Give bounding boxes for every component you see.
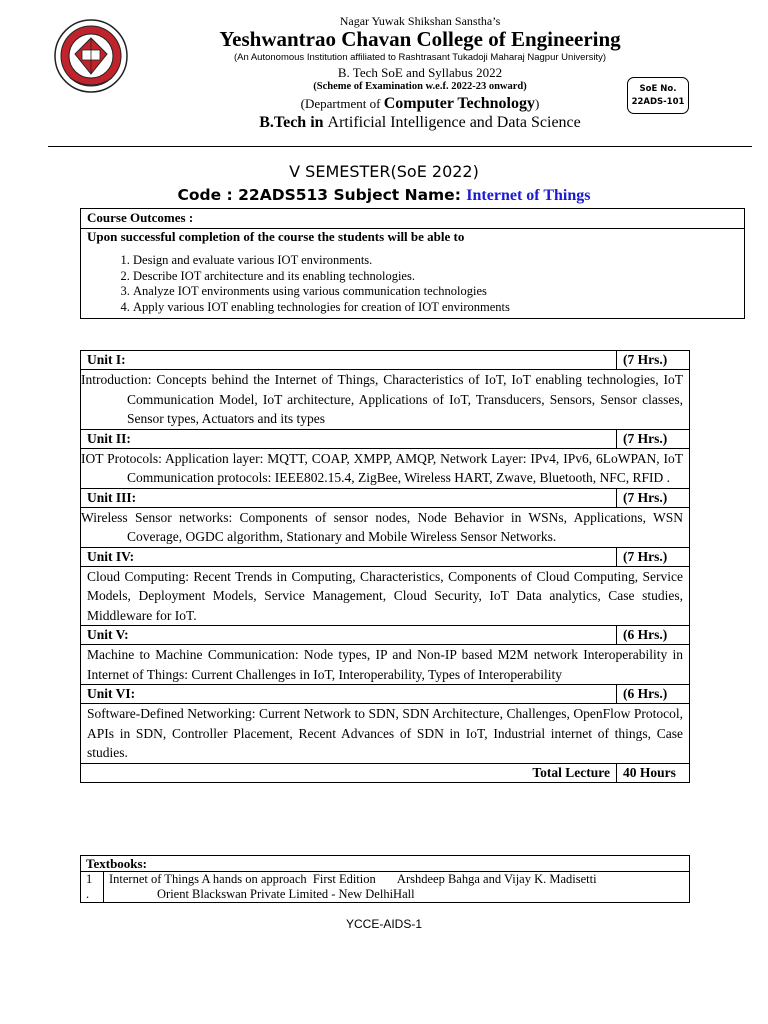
textbook-number-suffix: .: [86, 887, 90, 901]
unit-title: Unit IV:: [81, 547, 617, 566]
unit-hours: (7 Hrs.): [617, 351, 690, 370]
unit-title: Unit III:: [81, 488, 617, 507]
outcome-item: 3. Analyze IOT environments using various communication technologies: [133, 284, 744, 300]
autonomous-note: (An Autonomous Institution affiliated to Rashtrasant Tukadoji Maharaj Nagpur University): [233, 52, 607, 63]
program-prefix: B.Tech in: [259, 114, 328, 131]
unit-hours: (6 Hrs.): [617, 685, 690, 704]
unit-content-row: [81, 566, 690, 626]
unit-header-row: [81, 488, 690, 507]
unit-content: Wireless Sensor networks: Components of sensor nodes, Node Behavior in WSNs, Applications, WSN Coverage, OGDC algorithm, Stationary and Mobile Wireless Sensor Networks.: [81, 507, 690, 547]
header-divider: [48, 146, 752, 147]
unit-header-row: [81, 685, 690, 704]
subject-code-line: [0, 186, 768, 205]
unit-header-row: [81, 547, 690, 566]
units-table: [80, 350, 690, 783]
subject-name: Internet of Things: [466, 187, 591, 204]
department-suffix: ): [534, 96, 540, 111]
unit-header-row: [81, 351, 690, 370]
soe-label: SoE No.: [639, 84, 677, 94]
unit-content-row: [81, 507, 690, 547]
total-lecture-label: Total Lecture: [81, 763, 617, 782]
textbooks-title: Textbooks:: [81, 856, 690, 872]
textbooks-header-row: [81, 856, 690, 872]
unit-content: Software-Defined Networking: Current Network to SDN, SDN Architecture, Challenges, OpenFlow Protocol, APIs in SDN, Controller Placement, Recent Advances of SDN in IoT, Industrial internet of things, Case studies.: [81, 704, 690, 764]
textbook-entry: [104, 872, 690, 903]
unit-header-row: [81, 626, 690, 645]
unit-content: IOT Protocols: Application layer: MQTT, COAP, XMPP, AMQP, Network Layer: IPv4, IPv6, 6LoWPAN, IoT Communication protocols: IEEE802.15.4, ZigBee, Wireless HART, Zwave, Bluetooth, NFC, RFID .: [81, 448, 690, 488]
unit-hours: (7 Hrs.): [617, 429, 690, 448]
department-line: [150, 95, 690, 113]
unit-content-row: [81, 645, 690, 685]
textbook-number: [81, 872, 104, 903]
sanstha-name: Nagar Yuwak Shikshan Sanstha’s: [339, 14, 501, 28]
unit-content-row: [81, 370, 690, 430]
unit-content: Cloud Computing: Recent Trends in Computing, Characteristics, Components of Cloud Computing, Service Models, Deployment Models, Service Management, Cloud Security, IoT Data analytics, Case studies, Middleware for IoT.: [81, 566, 690, 626]
unit-hours: (6 Hrs.): [617, 626, 690, 645]
course-outcomes-list: [81, 253, 744, 315]
soe-number-badge: [627, 77, 689, 114]
semester-title: V SEMESTER(SoE 2022): [289, 162, 479, 181]
textbook-number-digit: 1: [86, 872, 93, 886]
unit-content-row: [81, 704, 690, 764]
unit-content-row: [81, 448, 690, 488]
unit-title: Unit V:: [81, 626, 617, 645]
unit-content: Machine to Machine Communication: Node types, IP and Non-IP based M2M network Interoperability in Internet of Things: Current Challenges in IoT, Interoperability, Types of Interoperability: [81, 645, 690, 685]
soe-number: 22ADS-101: [631, 97, 685, 107]
subject-code: Code : 22ADS513 Subject Name:: [177, 186, 467, 204]
college-name: Yeshwantrao Chavan College of Engineering: [219, 27, 621, 51]
textbooks-table: [80, 855, 690, 903]
textbook-row: [81, 872, 690, 903]
unit-hours: (7 Hrs.): [617, 488, 690, 507]
outcome-item: 1. Design and evaluate various IOT environments.: [133, 253, 744, 269]
total-lecture-row: [81, 763, 690, 782]
department-name: Computer Technology: [383, 95, 535, 112]
unit-content: Introduction: Concepts behind the Internet of Things, Characteristics of IoT, IoT enabling technologies, IoT Communication Model, IoT architecture, Applications of IoT, Transducers, Sensors, Sensor classes, Sensor types, Actuators and its types: [81, 370, 690, 430]
program-name: Artificial Intelligence and Data Science: [327, 114, 581, 131]
textbook-line1: Internet of Things A hands on approach First Edition Arshdeep Bahga and Vijay K. Madisetti: [109, 872, 597, 886]
soe-syllabus-title: B. Tech SoE and Syllabus 2022: [337, 65, 503, 80]
unit-hours: (7 Hrs.): [617, 547, 690, 566]
page-footer: YCCE-AIDS-1: [345, 917, 422, 931]
course-outcomes-intro: Upon successful completion of the course the students will be able to: [87, 229, 465, 244]
outcome-item: 2. Describe IOT architecture and its enabling technologies.: [133, 269, 744, 285]
program-line: [150, 114, 690, 132]
department-prefix: (Department of: [300, 96, 384, 111]
course-outcomes-box: [80, 208, 745, 319]
total-lecture-value: 40 Hours: [617, 763, 690, 782]
college-logo-icon: [52, 18, 130, 94]
unit-title: Unit II:: [81, 429, 617, 448]
course-outcomes-title: Course Outcomes :: [81, 209, 744, 229]
unit-title: Unit I:: [81, 351, 617, 370]
unit-title: Unit VI:: [81, 685, 617, 704]
unit-header-row: [81, 429, 690, 448]
textbook-line2: Orient Blackswan Private Limited - New DelhiHall: [157, 887, 415, 901]
scheme-note: (Scheme of Examination w.e.f. 2022-23 onward): [313, 81, 527, 92]
outcome-item: 4. Apply various IOT enabling technologies for creation of IOT environments: [133, 300, 744, 316]
